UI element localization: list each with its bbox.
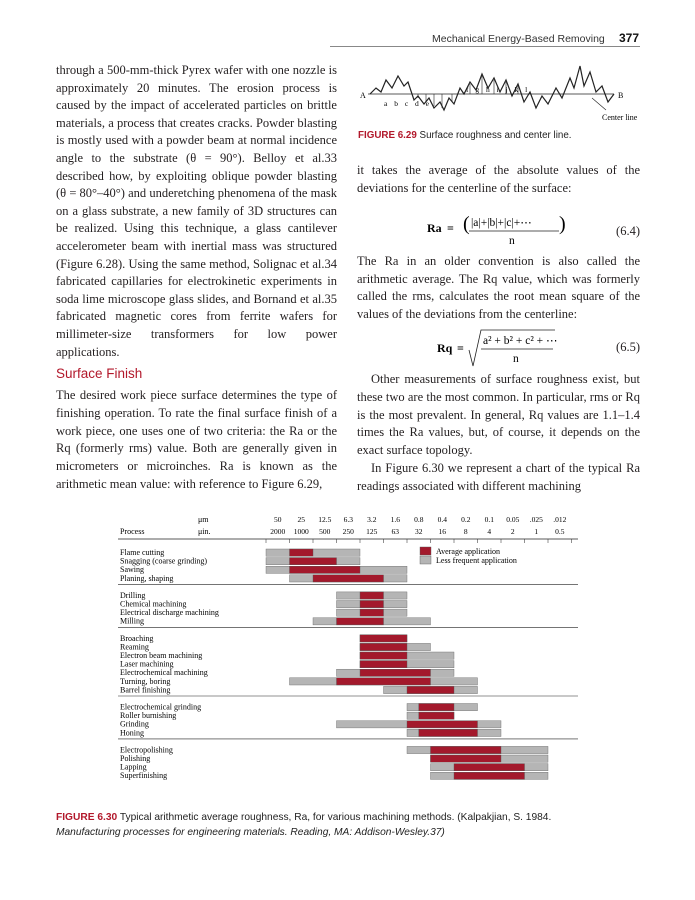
process-name: Milling: [120, 616, 145, 626]
uin-tick-label: 1000: [293, 527, 309, 536]
average-bar: [360, 669, 431, 676]
average-bar: [454, 764, 525, 771]
average-bar: [290, 566, 361, 573]
eq65-numerator: a² + b² + c² + ⋯: [483, 335, 558, 347]
average-bar: [360, 609, 384, 616]
process-name: Chemical machining: [120, 599, 187, 609]
average-bar: [419, 729, 478, 736]
average-bar: [419, 704, 454, 711]
uin-tick-label: 8: [463, 527, 468, 536]
um-tick-label: 0.8: [414, 515, 424, 524]
equation-6-4: [357, 214, 640, 254]
process-name: Electrochemical machining: [120, 668, 208, 678]
um-tick-label: 0.05: [506, 515, 520, 524]
unit-uin-label: μin.: [198, 527, 211, 536]
center-line-label: Center line: [602, 113, 638, 122]
um-tick-label: 1.6: [390, 515, 400, 524]
um-tick-label: 12.5: [318, 515, 332, 524]
um-tick-label: 0.1: [484, 515, 494, 524]
process-name: Planing, shaping: [120, 573, 174, 583]
process-name: Barrel finishing: [120, 685, 171, 695]
average-bar: [431, 746, 502, 753]
process-name: Reaming: [120, 642, 149, 652]
uin-tick-label: 16: [438, 527, 446, 536]
right-column-body-2: [357, 253, 640, 323]
average-bar: [337, 678, 431, 685]
process-name: Honing: [120, 728, 144, 738]
right-paragraph-1: it takes the average of the absolute values of the deviations for the centerline of the surface:: [357, 163, 640, 195]
right-paragraph-4: In Figure 6.30 we represent a chart of the typical Ra readings associated with different machining: [357, 460, 640, 493]
eq64-close-paren: ): [559, 214, 566, 235]
average-bar: [360, 635, 407, 642]
uin-tick-label: 4: [487, 527, 492, 536]
eq65-number: (6.5): [616, 340, 640, 354]
process-name: Grinding: [120, 719, 149, 729]
process-name: Snagging (coarse grinding): [120, 556, 208, 566]
figure-6-29-caption-text: Surface roughness and center line.: [419, 130, 572, 141]
legend-less-label: Less frequent application: [436, 556, 517, 565]
process-name: Polishing: [120, 754, 151, 763]
average-bar: [360, 643, 407, 650]
right-paragraph-2: The Ra in an older convention is also called the arithmetic average. The Rq value, which was formerly called the rms, calculates the root mean square of the values of the deviations from the centerline:: [357, 254, 640, 321]
process-name: Lapping: [120, 762, 147, 772]
average-bar: [407, 721, 478, 728]
average-bar: [290, 558, 337, 565]
left-paragraph-2: The desired work piece surface determines the type of finishing operation. To rate the final surface finish of a work piece, one uses one of two criteria: the Ra or the Rq (formerly rms) value. Both are generally given in micrometers or microinches. Ra is known as the arithmetic mean value: with reference to Figure 6.29,: [56, 388, 337, 491]
process-name: Electrochemical grinding: [120, 702, 202, 712]
process-name: Turning, boring: [120, 676, 171, 686]
section-heading: Surface Finish: [56, 366, 143, 381]
average-bar: [290, 549, 314, 556]
eq64-open-paren: (: [463, 214, 470, 235]
um-tick-label: 3.2: [367, 515, 377, 524]
page-number: 377: [619, 31, 640, 45]
fig-label-a: A: [360, 91, 366, 100]
fig-letters-below: a b c d e: [384, 99, 432, 108]
surface-profile-figure: [356, 58, 646, 128]
eq64-number: (6.4): [616, 224, 640, 238]
equation-6-5: [357, 328, 640, 368]
average-bar: [407, 686, 454, 693]
unit-um-label: μm: [198, 515, 209, 524]
um-tick-label: 25: [297, 515, 305, 524]
eq65-lhs: Rq: [437, 341, 453, 355]
legend-average-swatch: [420, 547, 431, 555]
average-bar: [431, 755, 502, 762]
uin-tick-label: 0.5: [555, 527, 565, 536]
fig-label-b: B: [618, 91, 624, 100]
eq64-equals: =: [447, 221, 454, 235]
process-name: Flame cutting: [120, 548, 165, 557]
uin-tick-label: 1: [534, 527, 539, 536]
um-tick-label: 0.2: [461, 515, 471, 524]
right-paragraph-3: Other measurements of surface roughness exist, but these two are the most common. In particular, rms or Rq is the most prevalent. In general, Rq values are 1.1–1.4 times the Ra values, but, of course, it depends on the exact surface topology.: [357, 372, 640, 458]
process-name: Laser machining: [120, 659, 174, 669]
figure-6-30-caption-text: Typical arithmetic average roughness, Ra, for various machining methods. (Kalpakjian, S. 1984.: [119, 812, 552, 823]
uin-tick-label: 250: [342, 527, 354, 536]
uin-tick-label: 500: [319, 527, 331, 536]
process-name: Superfinishing: [120, 771, 168, 781]
average-bar: [337, 618, 384, 625]
roughness-chart: [118, 512, 578, 804]
left-column-body: [56, 62, 337, 361]
process-name: Electron beam machining: [120, 651, 203, 660]
um-tick-label: .012: [553, 515, 567, 524]
figure-6-29-caption: [358, 130, 572, 141]
legend-average-label: Average application: [436, 547, 501, 556]
eq64-numerator: |a|+|b|+|c|+⋯: [471, 217, 532, 229]
fig-letters-above: f g h i j k l: [466, 85, 530, 94]
eq65-equals: =: [457, 341, 464, 355]
uin-tick-label: 125: [366, 527, 378, 536]
um-tick-label: 6.3: [343, 515, 353, 524]
average-bar: [454, 772, 525, 779]
running-title: Mechanical Energy-Based Removing: [432, 33, 605, 45]
eq64-lhs: Ra: [427, 221, 442, 235]
legend-less-swatch: [420, 556, 431, 564]
right-column-body: [357, 162, 640, 197]
process-name: Drilling: [120, 590, 146, 600]
uin-tick-label: 32: [415, 527, 423, 536]
eq65-denominator: n: [513, 353, 519, 365]
process-name: Electropolishing: [120, 745, 173, 755]
left-paragraph-1: through a 500-mm-thick Pyrex wafer with one nozzle is approximately 20 minutes. The erosion process is caused by the impact of accelerated particles on brittle materials, a process that creates cracks. Powder blasting is mostly used with a powder beam at normal incidence angle to the substrate (θ = 90°). Belloy et al.33 described how, by exploiting oblique powder blasting (θ = 80°–40°) and underetching phenomena of the mask on a glass substrate, a new family of 3D structures can be realized. Using this technique, a glass cantilever accelerometer beam with inertial mass was structured (Figure 6.28). Using the same method, Solignac et al.34 fabricated capillaries for electrokinetic experiments in soda lime microscope glass slides, and Bornand et al.35 fabricated magnetic cores from ferrite wafers for millimeter-size transformers for low power applications.: [56, 63, 337, 359]
average-bar: [360, 652, 407, 659]
average-bar: [419, 712, 454, 719]
center-line-pointer: [592, 98, 606, 110]
uin-tick-label: 2000: [270, 527, 286, 536]
process-name: Broaching: [120, 633, 154, 643]
process-header: Process: [120, 527, 145, 536]
figure-6-30-caption-citation: Manufacturing processes for engineering materials. Reading, MA: Addison-Wesley.37): [56, 827, 445, 838]
figure-6-30-caption: [56, 810, 646, 840]
process-name: Sawing: [120, 565, 144, 575]
average-bar: [360, 601, 384, 608]
process-name: Electrical discharge machining: [120, 608, 219, 618]
eq64-denominator: n: [509, 235, 515, 247]
um-tick-label: 0.4: [437, 515, 447, 524]
average-bar: [360, 592, 384, 599]
uin-tick-label: 2: [510, 527, 515, 536]
uin-tick-label: 63: [391, 527, 399, 536]
figure-6-29-caption-label: FIGURE 6.29: [358, 130, 417, 141]
header-rule: [330, 46, 640, 47]
average-bar: [360, 661, 407, 668]
process-name: Roller burnishing: [120, 711, 177, 721]
um-tick-label: 50: [274, 515, 282, 524]
right-column-body-3: [357, 371, 640, 496]
average-bar: [313, 575, 384, 582]
um-tick-label: .025: [529, 515, 543, 524]
left-column-body-2: [56, 387, 337, 494]
figure-6-30-caption-label: FIGURE 6.30: [56, 812, 118, 823]
